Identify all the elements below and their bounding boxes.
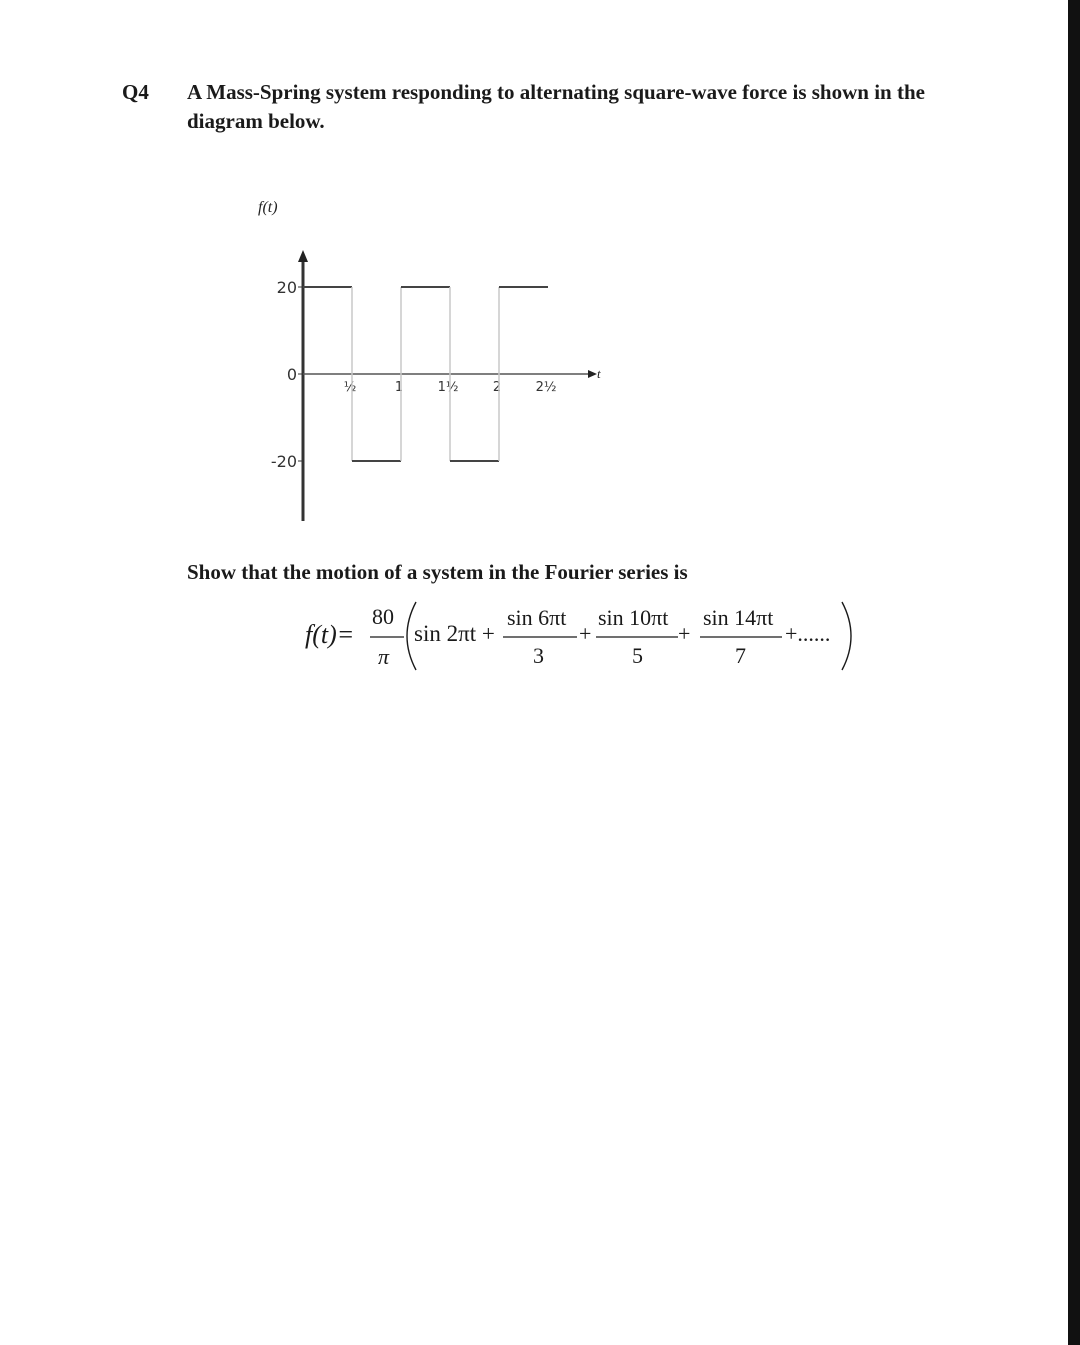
formula-term-3-den: 7	[735, 643, 746, 668]
x-tick-label: 1	[394, 380, 404, 395]
formula-term-2-op: +	[678, 621, 691, 646]
x-tick-label: 2	[492, 380, 502, 395]
y-tick-label: 20	[276, 278, 297, 297]
formula-right-paren	[842, 602, 851, 670]
formula-first-term: sin 2πt +	[414, 621, 495, 646]
formula-term-2-num: sin 10πt	[598, 605, 669, 630]
formula-term-1-num: sin 6πt	[507, 605, 567, 630]
formula-term-2-den: 5	[632, 643, 643, 668]
question-number: Q4	[122, 80, 149, 104]
formula-left-paren	[407, 602, 416, 670]
formula-coef-den: π	[378, 644, 390, 669]
x-tick-label: ½	[343, 380, 357, 395]
formula-term-1-op: +	[579, 621, 592, 646]
x-tick-label: 1½	[437, 380, 459, 395]
formula-term-1-den: 3	[533, 643, 544, 668]
y-tick-label: -20	[270, 452, 297, 471]
formula-lhs: f(t)=	[305, 620, 355, 649]
x-tick-label: 2½	[535, 380, 557, 395]
x-axis-label: t	[597, 366, 601, 381]
question-text-line-2: diagram below.	[187, 109, 325, 133]
y-axis-label: f(t)	[258, 199, 278, 216]
question-text-line-1: A Mass-Spring system responding to alternating square-wave force is shown in the	[187, 80, 925, 104]
formula-term-3-op: +......	[785, 621, 831, 646]
formula-term-3-num: sin 14πt	[703, 605, 774, 630]
instruction-text: Show that the motion of a system in the Fourier series is	[187, 560, 688, 584]
formula-coef-num: 80	[372, 604, 394, 629]
y-tick-label: 0	[286, 365, 297, 384]
